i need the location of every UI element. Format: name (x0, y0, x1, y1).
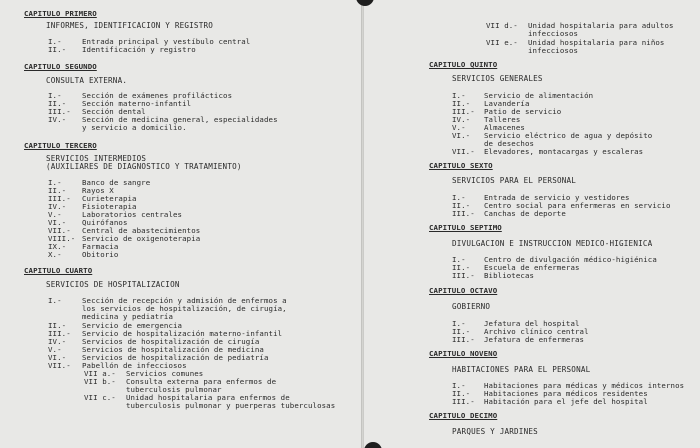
item-number: V.- (452, 123, 466, 132)
item-text: Servicio eléctrico de agua y depósito (484, 131, 653, 140)
item-number: VII d.- (486, 21, 518, 30)
item-text: Farmacia (82, 242, 119, 251)
item-text: Unidad hospitalaria para niños (528, 38, 665, 47)
list-item (452, 210, 566, 218)
item-text: Banco de sangre (82, 178, 151, 187)
item-text: Canchas de deporte (484, 209, 566, 218)
item-number: VII.- (452, 147, 475, 156)
list-item (48, 235, 200, 243)
item-number: I.- (48, 91, 62, 100)
item-number: III.- (452, 397, 475, 406)
item-text: Lavandería (484, 99, 530, 108)
item-number: VIII.- (48, 234, 76, 243)
item-number: III.- (48, 329, 71, 338)
list-item (452, 148, 643, 156)
item-text: Archivo clínico central (484, 327, 589, 336)
chapter-heading: CAPITULO PRIMERO (24, 9, 97, 18)
item-text: Almacenes (484, 123, 525, 132)
chapter-heading: CAPITULO SEPTIMO (429, 223, 502, 232)
item-number: II.- (452, 327, 471, 336)
item-text: Talleres (484, 115, 521, 124)
item-number: II.- (452, 389, 471, 398)
item-number: III.- (452, 271, 475, 280)
section-title: SERVICIOS DE HOSPITALIZACION (46, 280, 180, 289)
section-title: SERVICIOS PARA EL PERSONAL (452, 176, 577, 185)
item-number: I.- (48, 178, 62, 187)
item-number: VI.- (452, 131, 471, 140)
item-text: Escuela de enfermeras (484, 263, 580, 272)
item-number: IV.- (48, 337, 67, 346)
item-text: Unidad hospitalaria para adultos (528, 21, 674, 30)
item-number: II.- (452, 263, 471, 272)
item-text: Servicio de hospitalización materno-infantil (82, 329, 283, 338)
item-number: III.- (48, 194, 71, 203)
item-text: Sección de medicina general, especialidades (82, 115, 278, 124)
item-continuation: tuberculosis pulmonar y puerperas tuberculosas (126, 401, 336, 410)
item-continuation: infecciosos (528, 29, 579, 38)
item-number: III.- (452, 209, 475, 218)
item-text: Centro social para enfermeras en servicio (484, 201, 671, 210)
item-number: VII b.- (84, 377, 116, 386)
item-text: Pabellón de infecciosos (82, 361, 187, 370)
section-title: SERVICIOS INTERMEDIOS (46, 154, 147, 163)
item-number: I.- (48, 37, 62, 46)
item-continuation: infecciosos (528, 46, 579, 55)
item-number: VI.- (48, 218, 67, 227)
item-text: Habitación para el jefe del hospital (484, 397, 648, 406)
item-number: IX.- (48, 242, 67, 251)
item-text: Consulta externa para enfermos de (126, 377, 277, 386)
item-text: Servicio de emergencia (82, 321, 183, 330)
item-continuation: de desechos (484, 139, 535, 148)
section-title: DIVULGACION E INSTRUCCION MEDICO-HIGIENICA (452, 239, 653, 248)
item-text: Central de abastecimientos (82, 226, 201, 235)
item-text: Entrada principal y vestíbulo central (82, 37, 251, 46)
item-number: I.- (452, 193, 466, 202)
item-text: Jefatura del hospital (484, 319, 580, 328)
list-item (452, 272, 534, 280)
item-number: I.- (48, 296, 62, 305)
section-title: (AUXILIARES DE DIAGNOSTICO Y TRATAMIENTO) (46, 162, 242, 171)
item-continuation: los servicios de hospitalización, de cirugía, (82, 304, 287, 313)
item-number: II.- (48, 321, 67, 330)
item-number: II.- (48, 186, 67, 195)
section-title: HABITACIONES PARA EL PERSONAL (452, 365, 591, 374)
item-continuation: medicina y pediatría (82, 312, 173, 321)
item-text: Centro de divulgación médico-higiénica (484, 255, 657, 264)
item-text: Sección de exámenes profilácticos (82, 91, 233, 100)
item-number: II.- (48, 45, 67, 54)
item-text: Laboratorios centrales (82, 210, 183, 219)
item-number: V.- (48, 210, 62, 219)
chapter-heading: CAPITULO CUARTO (24, 266, 93, 275)
item-text: Unidad hospitalaria para enfermos de (126, 393, 290, 402)
section-title: PARQUES Y JARDINES (452, 427, 538, 436)
right-column (364, 0, 700, 448)
item-number: VII a.- (84, 369, 116, 378)
item-number: I.- (452, 319, 466, 328)
item-text: Sección de recepción y admisión de enfermos a (82, 296, 287, 305)
item-text: Fisioterapia (82, 202, 137, 211)
item-text: Servicios comunes (126, 369, 204, 378)
item-number: III.- (452, 335, 475, 344)
item-text: Habitaciones para médicas y médicos internos (484, 381, 685, 390)
item-text: Servicios de hospitalización de cirugía (82, 337, 260, 346)
item-number: II.- (452, 99, 471, 108)
item-text: Servicio de oxigenoterapia (82, 234, 201, 243)
item-text: Curieterapia (82, 194, 137, 203)
item-number: I.- (452, 381, 466, 390)
chapter-heading: CAPITULO NOVENO (429, 349, 498, 358)
item-number: V.- (48, 345, 62, 354)
item-number: I.- (452, 255, 466, 264)
section-title: INFORMES, IDENTIFICACION Y REGISTRO (46, 21, 214, 30)
item-number: I.- (452, 91, 466, 100)
item-text: Patio de servicio (484, 107, 562, 116)
item-text: Habitaciones para médicos residentes (484, 389, 648, 398)
item-continuation: tuberculosis pulmonar (126, 385, 222, 394)
item-text: Sección materno-infantil (82, 99, 192, 108)
section-title: SERVICIOS GENERALES (452, 74, 543, 83)
item-number: VII.- (48, 361, 71, 370)
item-text: Rayos X (82, 186, 114, 195)
item-number: VII e.- (486, 38, 518, 47)
item-number: IV.- (48, 202, 67, 211)
item-number: X.- (48, 250, 62, 259)
item-text: Identificación y registro (82, 45, 196, 54)
item-text: Entrada de servicio y vestidores (484, 193, 630, 202)
item-continuation: y servicio a domicilio. (82, 123, 187, 132)
item-number: VII.- (48, 226, 71, 235)
section-title: GOBIERNO (452, 302, 491, 311)
section-title: CONSULTA EXTERNA. (46, 76, 128, 85)
item-text: Elevadores, montacargas y escaleras (484, 147, 644, 156)
chapter-heading: CAPITULO TERCERO (24, 141, 97, 150)
item-number: II.- (48, 99, 67, 108)
chapter-heading: CAPITULO QUINTO (429, 60, 498, 69)
list-item (452, 336, 584, 344)
item-number: III.- (48, 107, 71, 116)
item-number: VII c.- (84, 393, 116, 402)
item-text: Jefatura de enfermeras (484, 335, 585, 344)
list-item (452, 398, 648, 406)
item-number: IV.- (48, 115, 67, 124)
item-text: Servicios de hospitalización de medicina (82, 345, 264, 354)
chapter-heading: CAPITULO SEXTO (429, 161, 493, 170)
list-item (48, 251, 118, 259)
item-text: Quirófanos (82, 218, 128, 227)
chapter-heading: CAPITULO OCTAVO (429, 286, 498, 295)
chapter-heading: CAPITULO SEGUNDO (24, 62, 97, 71)
list-item (48, 46, 196, 54)
item-text: Obitorio (82, 250, 119, 259)
sub-list-item (486, 22, 674, 30)
item-text: Servicios de hospitalización de pediatría (82, 353, 269, 362)
item-number: IV.- (452, 115, 471, 124)
item-text: Sección dental (82, 107, 146, 116)
item-number: VI.- (48, 353, 67, 362)
item-number: III.- (452, 107, 475, 116)
chapter-heading: CAPITULO DECIMO (429, 411, 498, 420)
list-item (452, 132, 652, 140)
item-text: Servicio de alimentación (484, 91, 594, 100)
item-number: II.- (452, 201, 471, 210)
item-text: Bibliotecas (484, 271, 535, 280)
